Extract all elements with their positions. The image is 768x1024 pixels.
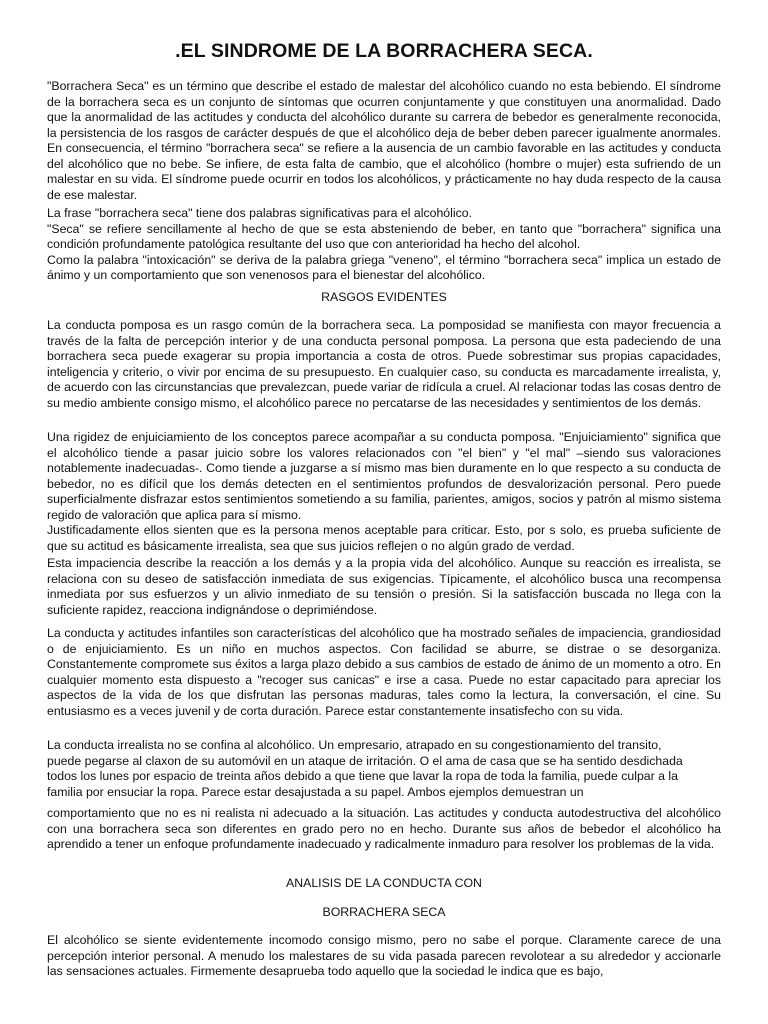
irrealista-line-3: todos los lunes por espacio de treinta años debido a que tiene que lavar la ropa de toda la familia, puede culpar a la [47,769,678,783]
paragraph-alcoholico-incomodo-text: El alcohólico se siente evidentemente incomodo consigo mismo, pero no sabe el porque. Claramente carece de una percepción interior personal. A menudo los malestares de su vida pasada parecen revolotear a su alrededor y accionarle las sensaciones actuales. Firmemente desaprueba todo aquello que la sociedad le indica que es bajo, [47,933,721,978]
frase-line-1: La frase "borrachera seca" tiene dos palabras significativas para el alcohólico. [47,206,473,220]
heading-borrachera-seca: BORRACHERA SECA [322,905,446,919]
heading-analisis-de-la-conducta: ANALISIS DE LA CONDUCTA CON [286,876,482,890]
paragraph-rigidez [47,430,721,554]
irrealista-line-2: puede pegarse al claxon de su automóvil en un ataque de irritación. O el ama de casa que se ha sentido desdichada [47,753,683,768]
paragraph-intro [47,79,721,203]
paragraph-conducta-infantil-text: La conducta y actitudes infantiles son características del alcohólico que ha mostrado señales de impaciencia, grandiosidad o de enjuiciamiento. Es un niño en muchos aspectos. Con facilidad se aburre, se distrae o se desorganiza. Constantemente compromete sus éxitos a larga plazo debido a sus cambios de estado de ánimo de un momento a otro. En cualquier momento esta dispuesto a "recoger sus canicas" e irse a casa. Puede no estar capacitado para apreciar los aspectos de la vida de los que disfrutan las personas maduras, tales como la lectura, la conversación, el cine. Su entusiasmo es a veces juvenil y de corta duración. Parece estar constantemente insatisfecho con su vida. [47,626,721,718]
paragraph-impaciencia-text: Esta impaciencia describe la reacción a los demás y a la propia vida del alcohólico. Aunque su reacción es irrealista, se relaciona con su deseo de satisfacción inmediata de sus exigencias. Típicamente, el alcohólico busca una recompensa inmediata por sus esfuerzos y un alivio inmediato de su tensión o presión. Si la satisfacción buscada no llega con la suficiente rapidez, reacciona indignándose o deprimiéndose. [47,556,721,617]
paragraph-conducta-pomposa-text: La conducta pomposa es un rasgo común de la borrachera seca. La pomposidad se manifiesta con mayor frecuencia a través de la falta de percepción interior y de una conducta personal pomposa. La persona que esta padeciendo de una borrachera seca puede exagerar su propia importancia a costa de otros. Puede sobrestimar sus propias capacidades, inteligencia y criterio, o vivir por encima de su presupuesto. En cualquier caso, su conducta es marcadamente irrealista, y, de acuerdo con las circunstancias que prevalezcan, puede variar de ridícula a cruel. Al relacionar todas las cosas dentro de su medio ambiente consigo mismo, el alcohólico parece no percatarse de las necesidades y sentimientos de los demás. [47,318,721,410]
paragraph-conducta-pomposa [47,318,721,411]
paragraph-rigidez-text: Una rigidez de enjuiciamiento de los conceptos parece acompañar a su conducta pomposa. "Enjuiciamiento" significa que el alcohólico tiende a pasar juicio sobre los valores relacionados con "el bien" y "el mal" –siendo sus valoraciones notablemente inadecuadas-. Como tiende a juzgarse a sí mismo mas bien duramente en lo que respecto a su conducta de bebedor, no es difícil que los demás detecten en el sentimientos profundos de desvalorización personal. Pero puede superficialmente disfrazar estos sentimientos sometiendo a su familia, parientes, amigos, socios y patrón al mismo sistema regido de valoración que aplica para sí mismo. [47,430,721,522]
paragraph-intro-text: "Borrachera Seca" es un término que describe el estado de malestar del alcohólico cuando no esta bebiendo. El síndrome de la borrachera seca es un conjunto de síntomas que ocurren conjuntamente y que constituyen una anormalidad. Dado que la anormalidad de las actitudes y conducta del alcohólico durante su carrera de bebedor es generalmente reconocida, la persistencia de los rasgos de carácter después de que el alcohólico deja de beber deben parecer igualmente anormales. En consecuencia, el término "borrachera seca" se refiere a la ausencia de un cambio favorable en las actitudes y conducta del alcohólico que no bebe. Se infiere, de esta falta de cambio, que el alcohólico (hombre o mujer) esta sufriendo de un malestar en su vida. El síndrome puede ocurrir en todos los alcohólicos, y prácticamente no hay duda respecto de la causa de ese malestar. [47,79,721,202]
paragraph-comportamiento [47,806,721,853]
frase-line-2: "Seca" se refiere sencillamente al hecho de que se esta absteniendo de beber, en tanto que "borrachera" significa una condición profundamente patológica resultante del uso que con anterioridad ha hecho del alcohol. [47,221,721,251]
paragraph-alcoholico-incomodo [47,933,721,980]
irrealista-line-1: La conducta irrealista no se confina al alcohólico. Un empresario, atrapado en su congestionamiento del transito, [47,738,662,752]
paragraph-conducta-infantil [47,626,721,719]
irrealista-line-4: familia por ensuciar la ropa. Parece estar desajustada a su papel. Ambos ejemplos demuestran un [47,784,584,799]
paragraph-frase [47,206,721,284]
paragraph-conducta-irrealista [47,738,721,800]
frase-line-3: Como la palabra "intoxicación" se deriva de la palabra griega "veneno", el término "borrachera seca" implica un estado de ánimo y un comportamiento que son venenosos para el bienestar del alcohólico. [47,252,721,282]
paragraph-impaciencia [47,556,721,618]
heading-rasgos-evidentes: RASGOS EVIDENTES [321,290,447,304]
paragraph-justificadamente-text: Justificadamente ellos sienten que es la persona menos aceptable para criticar. Esto, por s solo, es prueba suficiente de que su actitud es básicamente irrealista, sea que sus juicios reflejen o no algún grado de verdad. [47,523,721,553]
paragraph-comportamiento-text: comportamiento que no es ni realista ni adecuado a la situación. Las actitudes y conducta autodestructiva del alcohólico con una borrachera seca son diferentes en grado pero no en hecho. Durante sus años de bebedor el alcohólico ha aprendido a tener un enfoque profundamente inadecuado y radicalmente inmaduro para resolver los problemas de la vida. [47,806,721,851]
document-title: .EL SINDROME DE LA BORRACHERA SECA. [175,40,593,62]
